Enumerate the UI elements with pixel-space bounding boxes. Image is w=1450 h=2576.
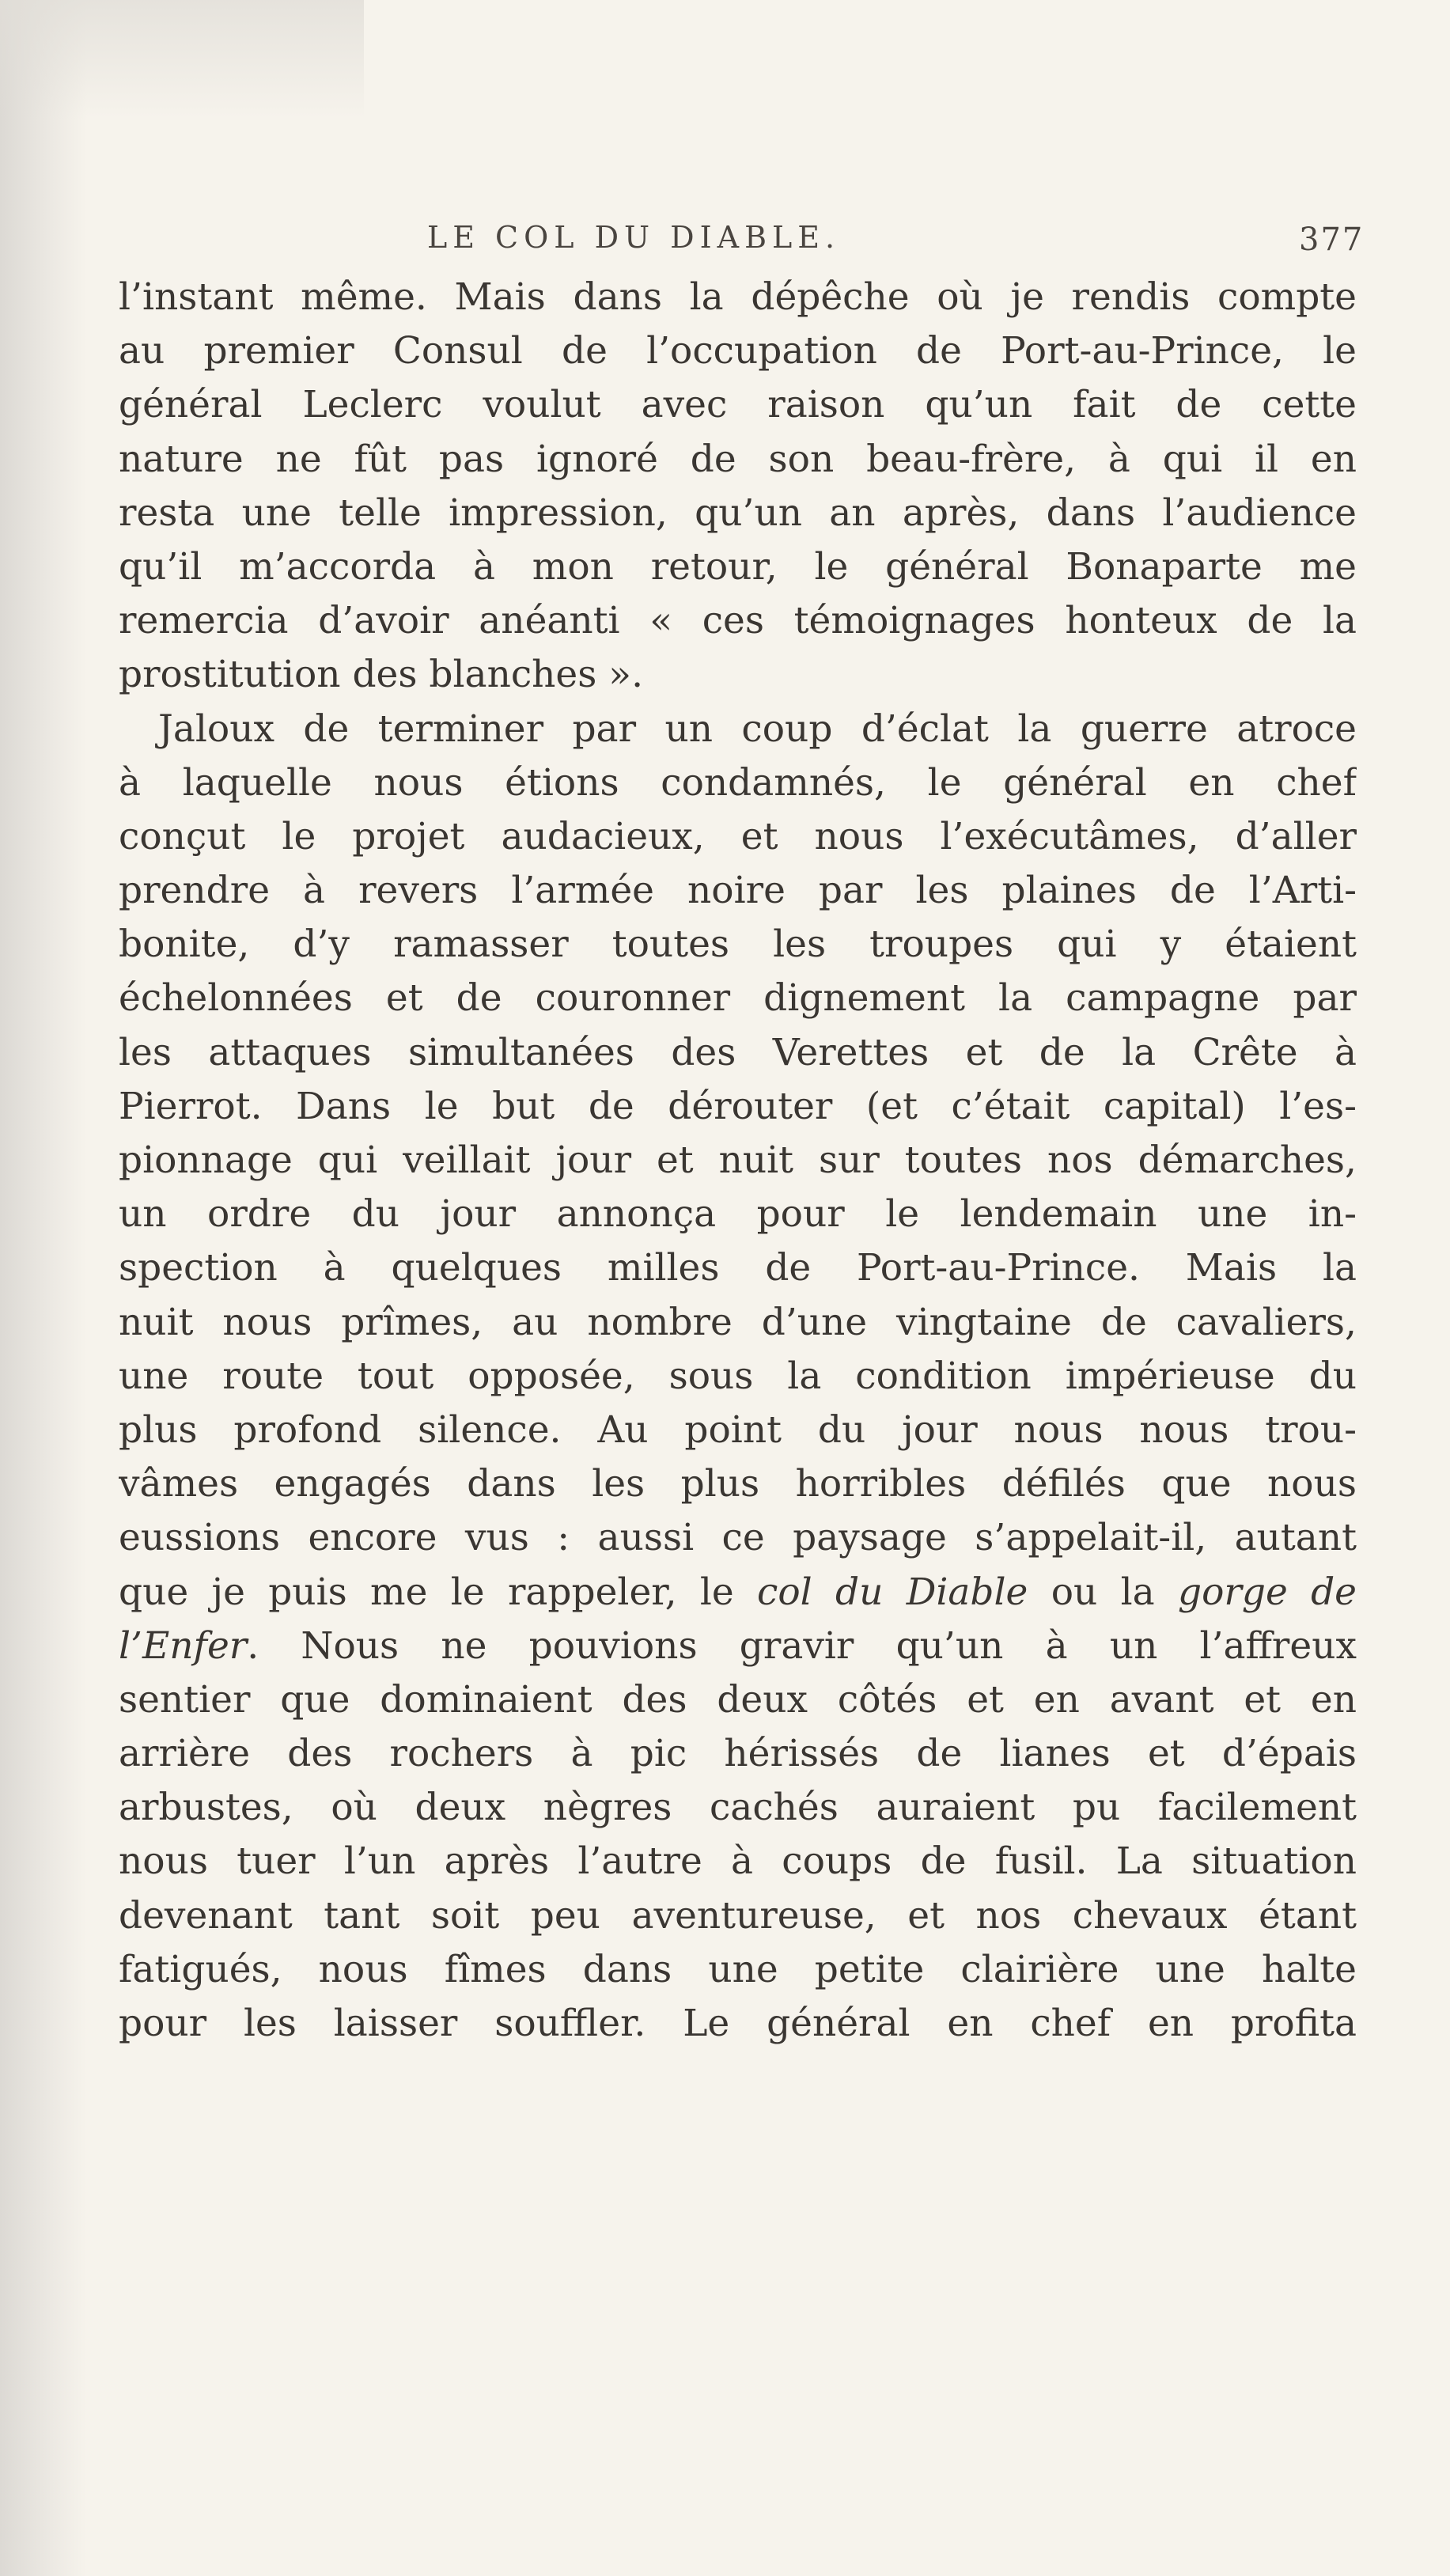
text-line: eussions encore vus : aussi ce paysage s’appelait-il, autant [119,1516,1357,1560]
text-line: pionnage qui veillait jour et nuit sur toutes nos démarches, [119,1138,1357,1182]
text-line: conçut le projet audacieux, et nous l’exécutâmes, d’aller [119,814,1357,858]
text-line: prendre à revers l’armée noire par les plaines de l’Arti- [119,869,1357,913]
text-segment: . Nous ne pouvions gravir qu’un à un l’affreux [247,1623,1357,1668]
text-line: nature ne fût pas ignoré de son beau-frère, à qui il en [119,437,1357,481]
binding-gutter-shadow [0,0,87,2576]
italic-place-name: gorge de [1178,1570,1357,1614]
text-line: un ordre du jour annonça pour le lendemain une in- [119,1192,1357,1237]
text-line: plus profond silence. Au point du jour nous nous trou- [119,1407,1357,1452]
text-line: spection à quelques milles de Port-au-Prince. Mais la [119,1246,1357,1290]
italic-place-name: col du Diable [757,1570,1028,1614]
text-line: à laquelle nous étions condamnés, le général en chef [119,760,1357,805]
text-segment: que je puis me le rappeler, le [119,1570,734,1614]
text-line: devenant tant soit peu aventureuse, et nos chevaux étant [119,1893,1357,1938]
body-text [119,271,1357,2051]
page-number: 377 [1299,222,1365,258]
text-line: au premier Consul de l’occupation de Port-au-Prince, le [119,329,1357,373]
text-line: fatigués, nous fîmes dans une petite clairière une halte [119,1947,1357,1991]
text-line: sentier que dominaient des deux côtés et en avant et en [119,1677,1357,1722]
text-line: arrière des rochers à pic hérissés de lianes et d’épais [119,1732,1357,1776]
text-line: nous tuer l’un après l’autre à coups de fusil. La situation [119,1839,1357,1884]
text-line: vâmes engagés dans les plus horribles défilés que nous [119,1462,1357,1506]
running-title: LE COL DU DIABLE. [427,220,841,255]
text-line: bonite, d’y ramasser toutes les troupes qui y étaient [119,922,1357,967]
page-corner-shadow [0,0,364,119]
paragraph-start-line: Jaloux de terminer par un coup d’éclat la guerre atroce [158,707,1357,751]
text-line: une route tout opposée, sous la condition impérieuse du [119,1354,1357,1398]
text-line: Pierrot. Dans le but de dérouter (et c’était capital) l’es- [119,1084,1357,1128]
text-segment: ou la [1051,1570,1155,1614]
text-line: resta une telle impression, qu’un an après, dans l’audience [119,491,1357,535]
text-line: remercia d’avoir anéanti « ces témoignages honteux de la [119,599,1357,643]
text-line: arbustes, où deux nègres cachés auraient pu facilement [119,1786,1357,1830]
text-line: les attaques simultanées des Verettes et de la Crête à [119,1030,1357,1074]
text-line: général Leclerc voulut avec raison qu’un fait de cette [119,383,1357,427]
text-line: l’instant même. Mais dans la dépêche où je rendis compte [119,275,1357,319]
mixed-italic-line [119,1566,1357,1619]
italic-place-name: l’Enfer [119,1623,248,1668]
text-line: qu’il m’accorda à mon retour, le général Bonaparte me [119,544,1357,589]
text-line: nuit nous prîmes, au nombre d’une vingtaine de cavaliers, [119,1300,1357,1344]
paragraph-end-line: prostitution des blanches ». [119,653,644,697]
mixed-italic-line [119,1619,1357,1673]
text-line: échelonnées et de couronner dignement la campagne par [119,976,1357,1021]
text-line: pour les laisser souffler. Le général en chef en profita [119,2002,1357,2045]
